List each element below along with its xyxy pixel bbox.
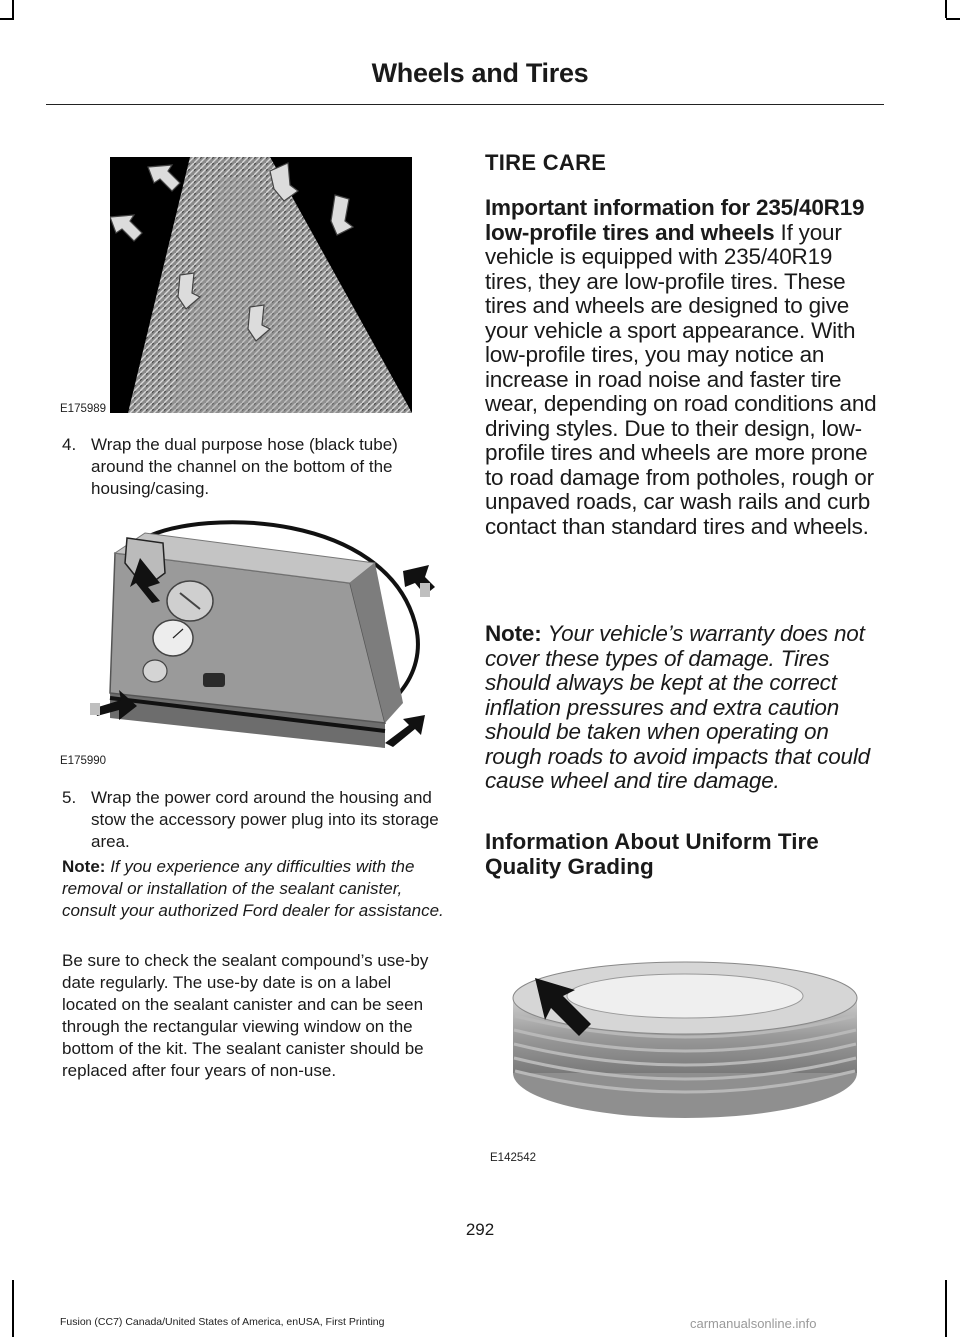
figure-tire bbox=[505, 958, 865, 1123]
crop-mark bbox=[12, 0, 14, 18]
watermark: carmanualsonline.info bbox=[690, 1316, 817, 1331]
tire-illustration bbox=[505, 958, 865, 1123]
compressor-kit-illustration bbox=[85, 503, 450, 765]
page-number: 292 bbox=[465, 1220, 495, 1239]
section-heading: TIRE CARE bbox=[485, 150, 607, 175]
step-number: 5. bbox=[62, 788, 77, 807]
paragraph-low-profile-tires bbox=[485, 196, 880, 539]
note-text: Your vehicle’s warranty does not cover these types of damage. Tires should always be kept at the correct inflation pressures and extra caution should be taken when operating on rough roads to avoid impacts that could cause wheel and tire damage. bbox=[485, 621, 870, 793]
footer-info: Fusion (CC7) Canada/United States of America, enUSA, First Printing bbox=[60, 1316, 385, 1328]
figure-label: E175989 bbox=[60, 403, 107, 415]
note-text: If you experience any difficulties with the removal or installation of the sealant canister, consult your authorized Ford dealer for assistance. bbox=[62, 857, 444, 920]
note-label: Note: bbox=[485, 621, 542, 646]
paragraph-use-by-date: Be sure to check the sealant compound’s use-by date regularly. The use-by date is on a label located on the sealant canister and can be seen through the rectangular viewing window on the bottom of the kit. The sealant canister should be replaced after four years of non-use. bbox=[62, 951, 429, 1080]
run-in-heading: Important information for 235/40R19 low-profile tires and wheels bbox=[485, 195, 865, 245]
figure-sealant-window bbox=[110, 157, 412, 413]
note-label: Note: bbox=[62, 857, 106, 876]
paragraph-text: If your vehicle is equipped with 235/40R19 tires, they are low-profile tires. These tires and wheels are designed to give your vehicle a sport appearance. With low-profile tires, you may notice an increase in road noise and faster tire wear, depending on road conditions and driving styles. Due to their design, low-profile tires and wheels are more prone to road damage from potholes, rough or unpaved roads, car wash rails and curb contact than standard tires and wheels. bbox=[485, 219, 877, 539]
crop-mark bbox=[0, 18, 14, 20]
figure-label: E175990 bbox=[60, 755, 107, 767]
figure-label: E142542 bbox=[490, 1152, 537, 1164]
step-text: Wrap the power cord around the housing and stow the accessory power plug into its storage area. bbox=[91, 788, 439, 851]
subheading-utqg: Information About Uniform Tire Quality Grading bbox=[485, 829, 819, 879]
note-sealant-difficulties bbox=[62, 856, 446, 922]
crop-mark bbox=[945, 0, 947, 18]
step-4 bbox=[62, 434, 446, 500]
step-text: Wrap the dual purpose hose (black tube) around the channel on the bottom of the housing/casing. bbox=[91, 435, 398, 498]
step-5 bbox=[62, 787, 446, 853]
crop-mark bbox=[945, 1280, 947, 1337]
crop-mark bbox=[946, 18, 960, 20]
note-warranty bbox=[485, 622, 880, 794]
crop-mark bbox=[12, 1280, 14, 1337]
header-rule bbox=[46, 104, 884, 105]
sealant-window-illustration bbox=[110, 157, 412, 413]
figure-compressor-kit bbox=[85, 503, 450, 765]
page-title: Wheels and Tires bbox=[371, 58, 589, 88]
step-number: 4. bbox=[62, 435, 77, 454]
